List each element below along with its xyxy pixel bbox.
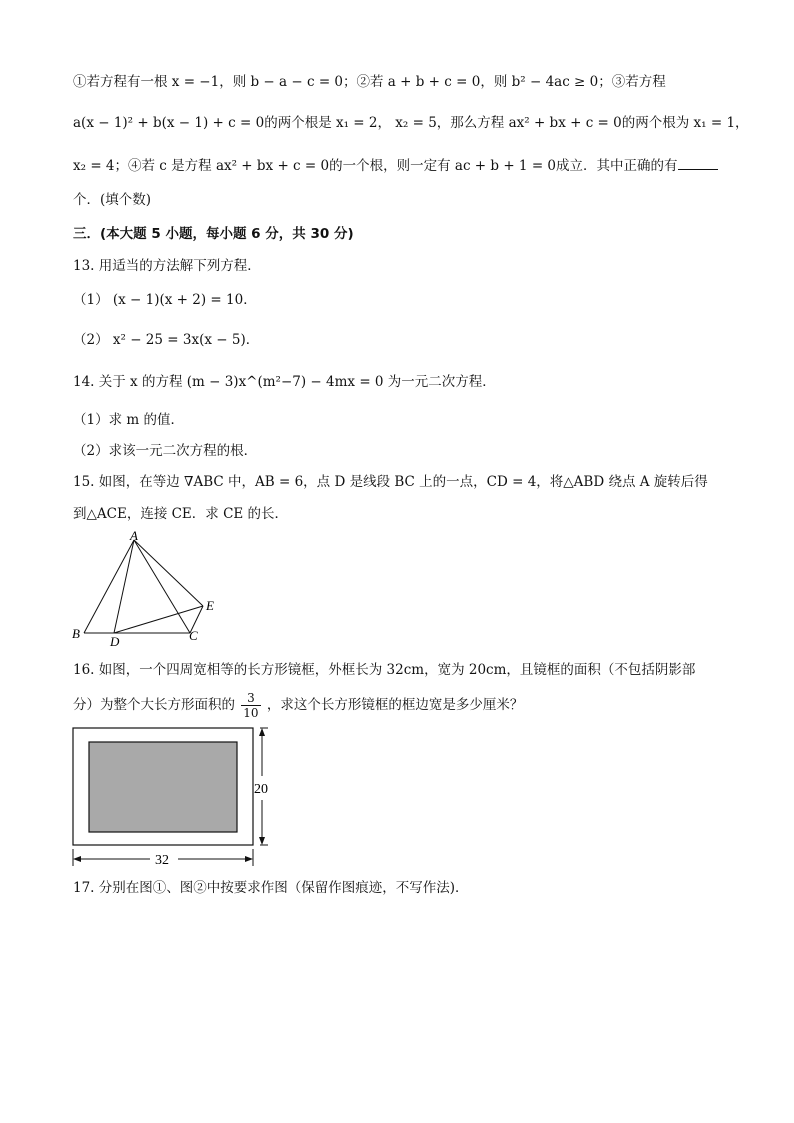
q16-line-2-post: ，求这个长方形镜框的框边宽是多少厘米？ <box>266 697 524 713</box>
q14-part-1: （1）求 m 的值． <box>73 412 184 428</box>
q13-part-1: （1） (x − 1)(x + 2) = 10． <box>73 292 257 308</box>
label-c: C <box>189 628 198 643</box>
label-a: A <box>130 528 138 543</box>
q16-line-2-pre: 分）为整个大长方形面积的 <box>73 697 235 713</box>
q12-line-1: ①若方程有一根 x = −1，则 b − a − c = 0；②若 a + b + c = 0，则 b² − 4ac ≥ 0；③若方程 <box>73 74 666 90</box>
q12-line-3: x₂ = 4；④若 c 是方程 ax² + bx + c = 0的一个根，则一定有 ac + b + 1 = 0成立．其中正确的有 <box>73 158 678 174</box>
q16-frame-figure <box>66 722 286 870</box>
arrow-down-icon <box>259 837 265 845</box>
segment-ad <box>114 540 134 633</box>
q15-line-2: 到△ACE，连接 CE．求 CE 的长． <box>73 506 289 522</box>
q13-part-2: （2） x² − 25 = 3x(x − 5)． <box>73 332 260 348</box>
fraction-denominator: 10 <box>243 706 259 720</box>
q12-line-4: 个．(填个数) <box>73 192 152 208</box>
segment-ae <box>134 540 203 606</box>
arrow-left-icon <box>73 856 81 862</box>
dim-height-label: 20 <box>254 782 268 797</box>
dim-width-label: 32 <box>155 853 169 868</box>
q14-part-2: （2）求该一元二次方程的根． <box>73 443 258 459</box>
arrow-up-icon <box>259 728 265 736</box>
q14-stem: 14. 关于 x 的方程 (m − 3)x^(m²−7) − 4mx = 0 为一元二次方程． <box>73 374 496 390</box>
answer-blank <box>678 155 718 170</box>
label-b: B <box>72 626 80 641</box>
inner-shaded-picture <box>89 742 237 832</box>
side-ac <box>134 540 190 633</box>
section-3-heading: 三．(本大题 5 小题，每小题 6 分，共 30 分) <box>73 226 354 242</box>
fraction-numerator: 3 <box>241 691 260 706</box>
q16-line-2 <box>73 688 523 722</box>
q12-line-2: a(x − 1)² + b(x − 1) + c = 0的两个根是 x₁ = 2， x₂ = 5，那么方程 ax² + bx + c = 0的两个根为 x₁ = 1， <box>73 115 749 131</box>
fraction-three-tenths <box>241 691 260 720</box>
q17-stem: 17. 分别在图①、图②中按要求作图（保留作图痕迹，不写作法)． <box>73 880 469 896</box>
label-d: D <box>110 634 120 649</box>
q16-line-1: 16. 如图，一个四周宽相等的长方形镜框，外框长为 32cm，宽为 20cm，且镜框的面积（不包括阴影部 <box>73 662 696 678</box>
arrow-right-icon <box>245 856 253 862</box>
label-e: E <box>206 598 214 613</box>
q15-line-1: 15. 如图，在等边 ∇ABC 中，AB = 6，点 D 是线段 BC 上的一点，CD = 4，将△ABD 绕点 A 旋转后得 <box>73 474 708 490</box>
q13-stem: 13. 用适当的方法解下列方程． <box>73 258 261 274</box>
side-ab <box>84 540 134 633</box>
q15-triangle-figure <box>66 528 226 653</box>
q12-line-3-wrap <box>73 155 718 176</box>
